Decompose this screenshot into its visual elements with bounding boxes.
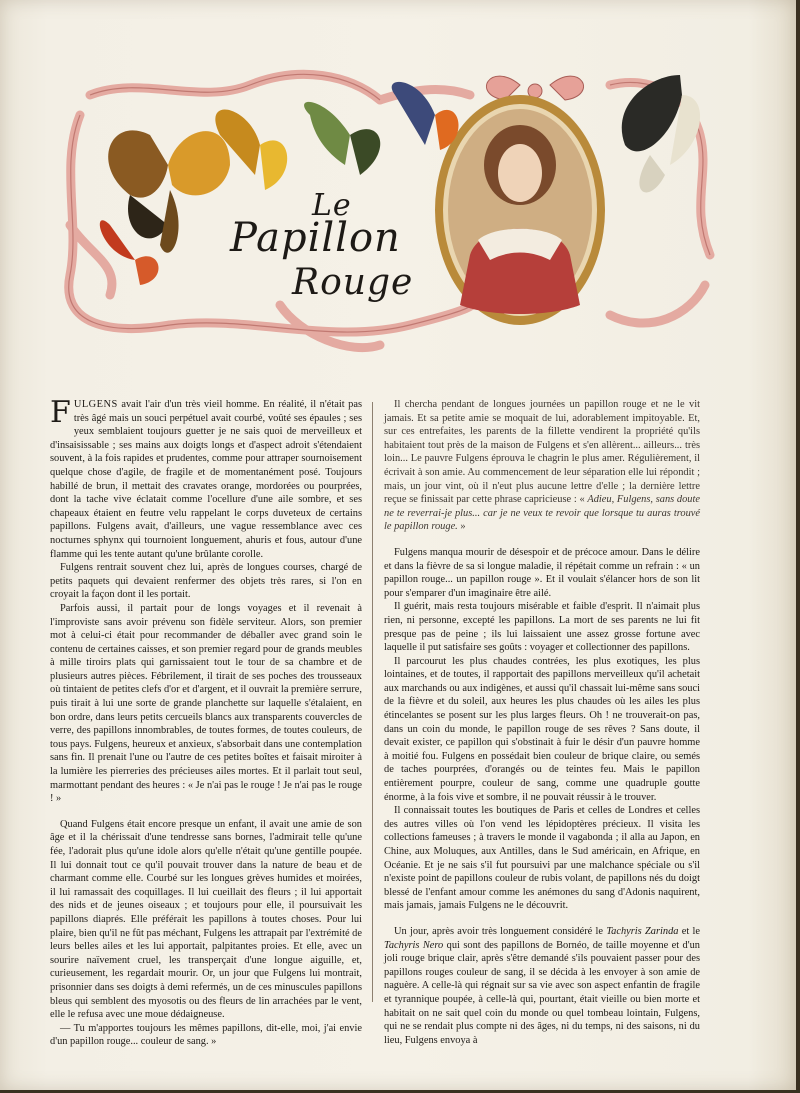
title-line-1: Le: [312, 188, 352, 223]
drop-cap: F: [50, 395, 71, 430]
column-divider: [372, 402, 373, 1002]
butterfly-icon: [304, 102, 380, 175]
paragraph: Il chercha pendant de longues journées un papillon rouge et ne le vit jamais. Et sa petite amie se moquait de lui, adorablement impitoyable. Et, sur ces entrefaites, les parents de la fillette vendirent la propriété qu'ils habitaient tout près de la maison de Fulgens et s'en allèrent... ailleurs... très loin... Le pauvre Fulgens éprouva le chagrin le plus amer. Régulièrement, il écrivait à son amie. Au commencement de leur séparation elle lui répondit ; mais, un jour vint, où il n'eut plus aucune lettre d'elle ; la dernière lettre reçue se finissait par cette phrase capricieuse : « Adieu, Fulgens, sans doute ne te reverrai-je plus... car je ne veux te revoir que lorsque tu auras trouvé le papillon rouge. »: [384, 399, 700, 533]
paragraph: Il parcourut les plus chaudes contrées, les plus exotiques, les plus lointaines, et de toutes, il rapportait des papillons merveilleux qu'il achetait aux marchands ou aux indigènes, et aussi qu'il chassait lui-même sans souci de la fièvre et du soleil, aux heures les plus chaudes où les ailes les plus étincelantes se posent sur les plus larges fleurs. Oh ! ne trouverait-on pas, dans un coin du monde, le papillon rouge de ses rêves ? Sans doute, il devait exister, ce papillon qui s'obstinait à fuir le désir d'un pauvre homme à moitié fou. Fulgens en possédait bien couleur de brique claire, ou semés de taches pourprées, d'orangés ou de teintes feu. Mais le papillon entièrement pourpre, couleur de sang, comme une quadruple goutte énorme, à la fois vive et sombre, il ne pouvait réussir à le trouver.: [384, 655, 700, 803]
paragraph: Fulgens manqua mourir de désespoir et de précoce amour. Dans le délire et dans la fièvre de sa si longue maladie, il répétait comme un refrain : « un papillon rouge... un papillon rouge ». Et il voulait s'élancer hors de son lit pour s'emparer d'un imaginaire être ailé.: [384, 546, 700, 599]
paragraph: Fulgens rentrait souvent chez lui, après de longues courses, chargé de petits paquets qui devaient renfermer des objets très rares, si l'on en croyait la façon dont il les portait.: [50, 562, 362, 601]
paragraph: — Tu m'apportes toujours les mêmes papillons, dit-elle, moi, j'ai envie d'un papillon rouge... couleur de sang. »: [50, 1022, 362, 1048]
paragraph: Parfois aussi, il partait pour de longs voyages et il revenait à l'improviste sans avoir prévenu son fidèle serviteur. Alors, son premier mot à celui-ci était pour recommander de déballer avec grand soin le contenu de certaines caisses, et son premier regard pour de grands meubles à mille tiroirs plats qui garnissaient tout le tour de sa chambre et de plusieurs autres pièces. Fébrilement, il tirait de ses poches des trousseaux où tintaient de petites clefs d'or et d'argent, et il ouvrait la première serrure, puis tirait à lui une sorte de grande planchette sur laquelle s'étalaient, en bon ordre, dans leurs petits cercueils blancs aux transparents couvercles de verre, des papillons innombrables, de toutes formes, de toutes couleurs, de tous pays. Fulgens, heureux et anxieux, s'absorbait dans une contemplation sans fin. Il prenait l'une ou l'autre de ces petites boîtes et faisait miroiter à la lumière les pierreries des précieuses ailes mortes. Et il parlait tout seul, marmottant pendant des heures : « Je n'ai pas le rouge ! Je n'ai pas le rouge ! »: [50, 602, 362, 805]
title-line-3: Rouge: [292, 262, 414, 303]
portrait-medallion: [435, 95, 605, 325]
left-column: [50, 395, 362, 1049]
paragraph: Quand Fulgens était encore presque un enfant, il avait une amie de son âge et il la chérissait d'une tendresse sans bornes, l'admirait telle qu'une fée, l'adorait plus qu'une idole alors qu'elle n'était qu'une gentille poupée. Il lui donnait tout ce qu'il pouvait trouver dans la nature de beau et de charmant comme elle. Courbé sur les longues grèves humides et moirées, il lui ramassait des coquillages. Il lui cueillait des fleurs ; il lui apportait des nids et de jeunes oiseaux ; et toujours pour elle, il poursuivait les papillons diaprés. Elle préférait les papillons à toutes choses. Pour lui plaire, bien qu'il ne fût pas méchant, Fulgens les attrapait par l'extrémité de leurs belles ailes et les lui apportait, palpitantes proies. Et elle, avec un sourire naïvement cruel, les transperçait d'une longue aiguille, et, curieusement, les regardait mourir. Or, un jour que Fulgens lui montrait, prisonnier dans ses doigts à demi refermés, un de ces minuscules papillons bleus qui semblent des myosotis ou des fleurs de lin arrachées par le vent, elle le refusa avec une moue dédaigneuse.: [50, 818, 362, 1021]
title-line-2: Papillon: [230, 215, 401, 261]
paragraph: Il connaissait toutes les boutiques de Paris et celles de Londres et celles des autres villes où l'on vend les lépidoptères précieux. Il visita les collections fameuses ; à travers le monde il vagabonda ; il alla au Japon, en Chine, aux Moluques, aux Antilles, dans le Sud américain, en Afrique, en Océanie. Et je ne sais s'il fut poursuivi par une malchance spéciale ou s'il n'existe point de papillons couleur de rubis volant, de papillons nés du doigt blessé de l'enfant amour comme les anémones du sang d'Adonis naquirent, mais jamais, jamais Fulgens ne le découvrit.: [384, 805, 700, 912]
paragraph: FULGENS avait l'air d'un très vieil homme. En réalité, il n'était pas très âgé mais un souci perpétuel avait courbé, voûté ses épaules ; ses yeux semblaient toujours guetter je ne sais quoi de merveilleux et d'insaisissable ; ses mains aux doigts longs et d'aspect adroit s'étendaient souvent, à la fois rapides et prudentes, comme pour attraper sournoisement quelque chose d'agile, de fragile et de momentanément posé. Toujours habillé de brun, il mettait des cravates orange, mordorées ou pourprées, dont la tache vive éclatait comme l'ocellure d'une aile sombre, et ses chapeaux étaient en feutre velu rappelant le corps duveteux de certains papillons. Fulgens avait, d'ailleurs, une vague ressemblance avec ces nocturnes sphynx qui tournoient longuement, ahuris et fous, autour d'une flamme qui les tente autant qu'une brûlante corolle.: [50, 395, 362, 560]
butterfly-icon: [108, 130, 230, 252]
butterfly-icon: [622, 75, 700, 192]
paragraph: Un jour, après avoir très longuement considéré le Tachyris Zarinda et le Tachyris Nero qui sont des papillons de Bornéo, de taille moyenne et d'un joli rouge brique clair, après s'être demandé s'ils pouvaient passer pour des papillons rouges couleur de sang, il se décida à les envoyer à son amie de naguère. A celle-là qui régnait sur sa vie avec son aspect enfantin de fragile et tyrannique poupée, à celle-là qui, pourtant, était vieille ou bien morte et habitait on ne sait quel coin du monde ou quel tombeau lointain, Fulgens, qui ne se rendait plus compte ni des âges, ni du temps, ni des saisons, ni du lieu, Fulgens envoya à: [384, 925, 700, 1046]
title-illustration: [50, 55, 750, 365]
ribbon-butterfly-ornament: [50, 55, 750, 365]
paragraph: Il guérit, mais resta toujours misérable et faible d'esprit. Il n'aimait plus rien, ni personne, excepté les papillons. La mort de ses parents ne lui fit presque pas de peine ; ils lui laissaient une assez grosse fortune avec laquelle il put satisfaire ses goûts : voyager et collectionner des papillons.: [384, 601, 700, 654]
right-column: [384, 398, 700, 1047]
